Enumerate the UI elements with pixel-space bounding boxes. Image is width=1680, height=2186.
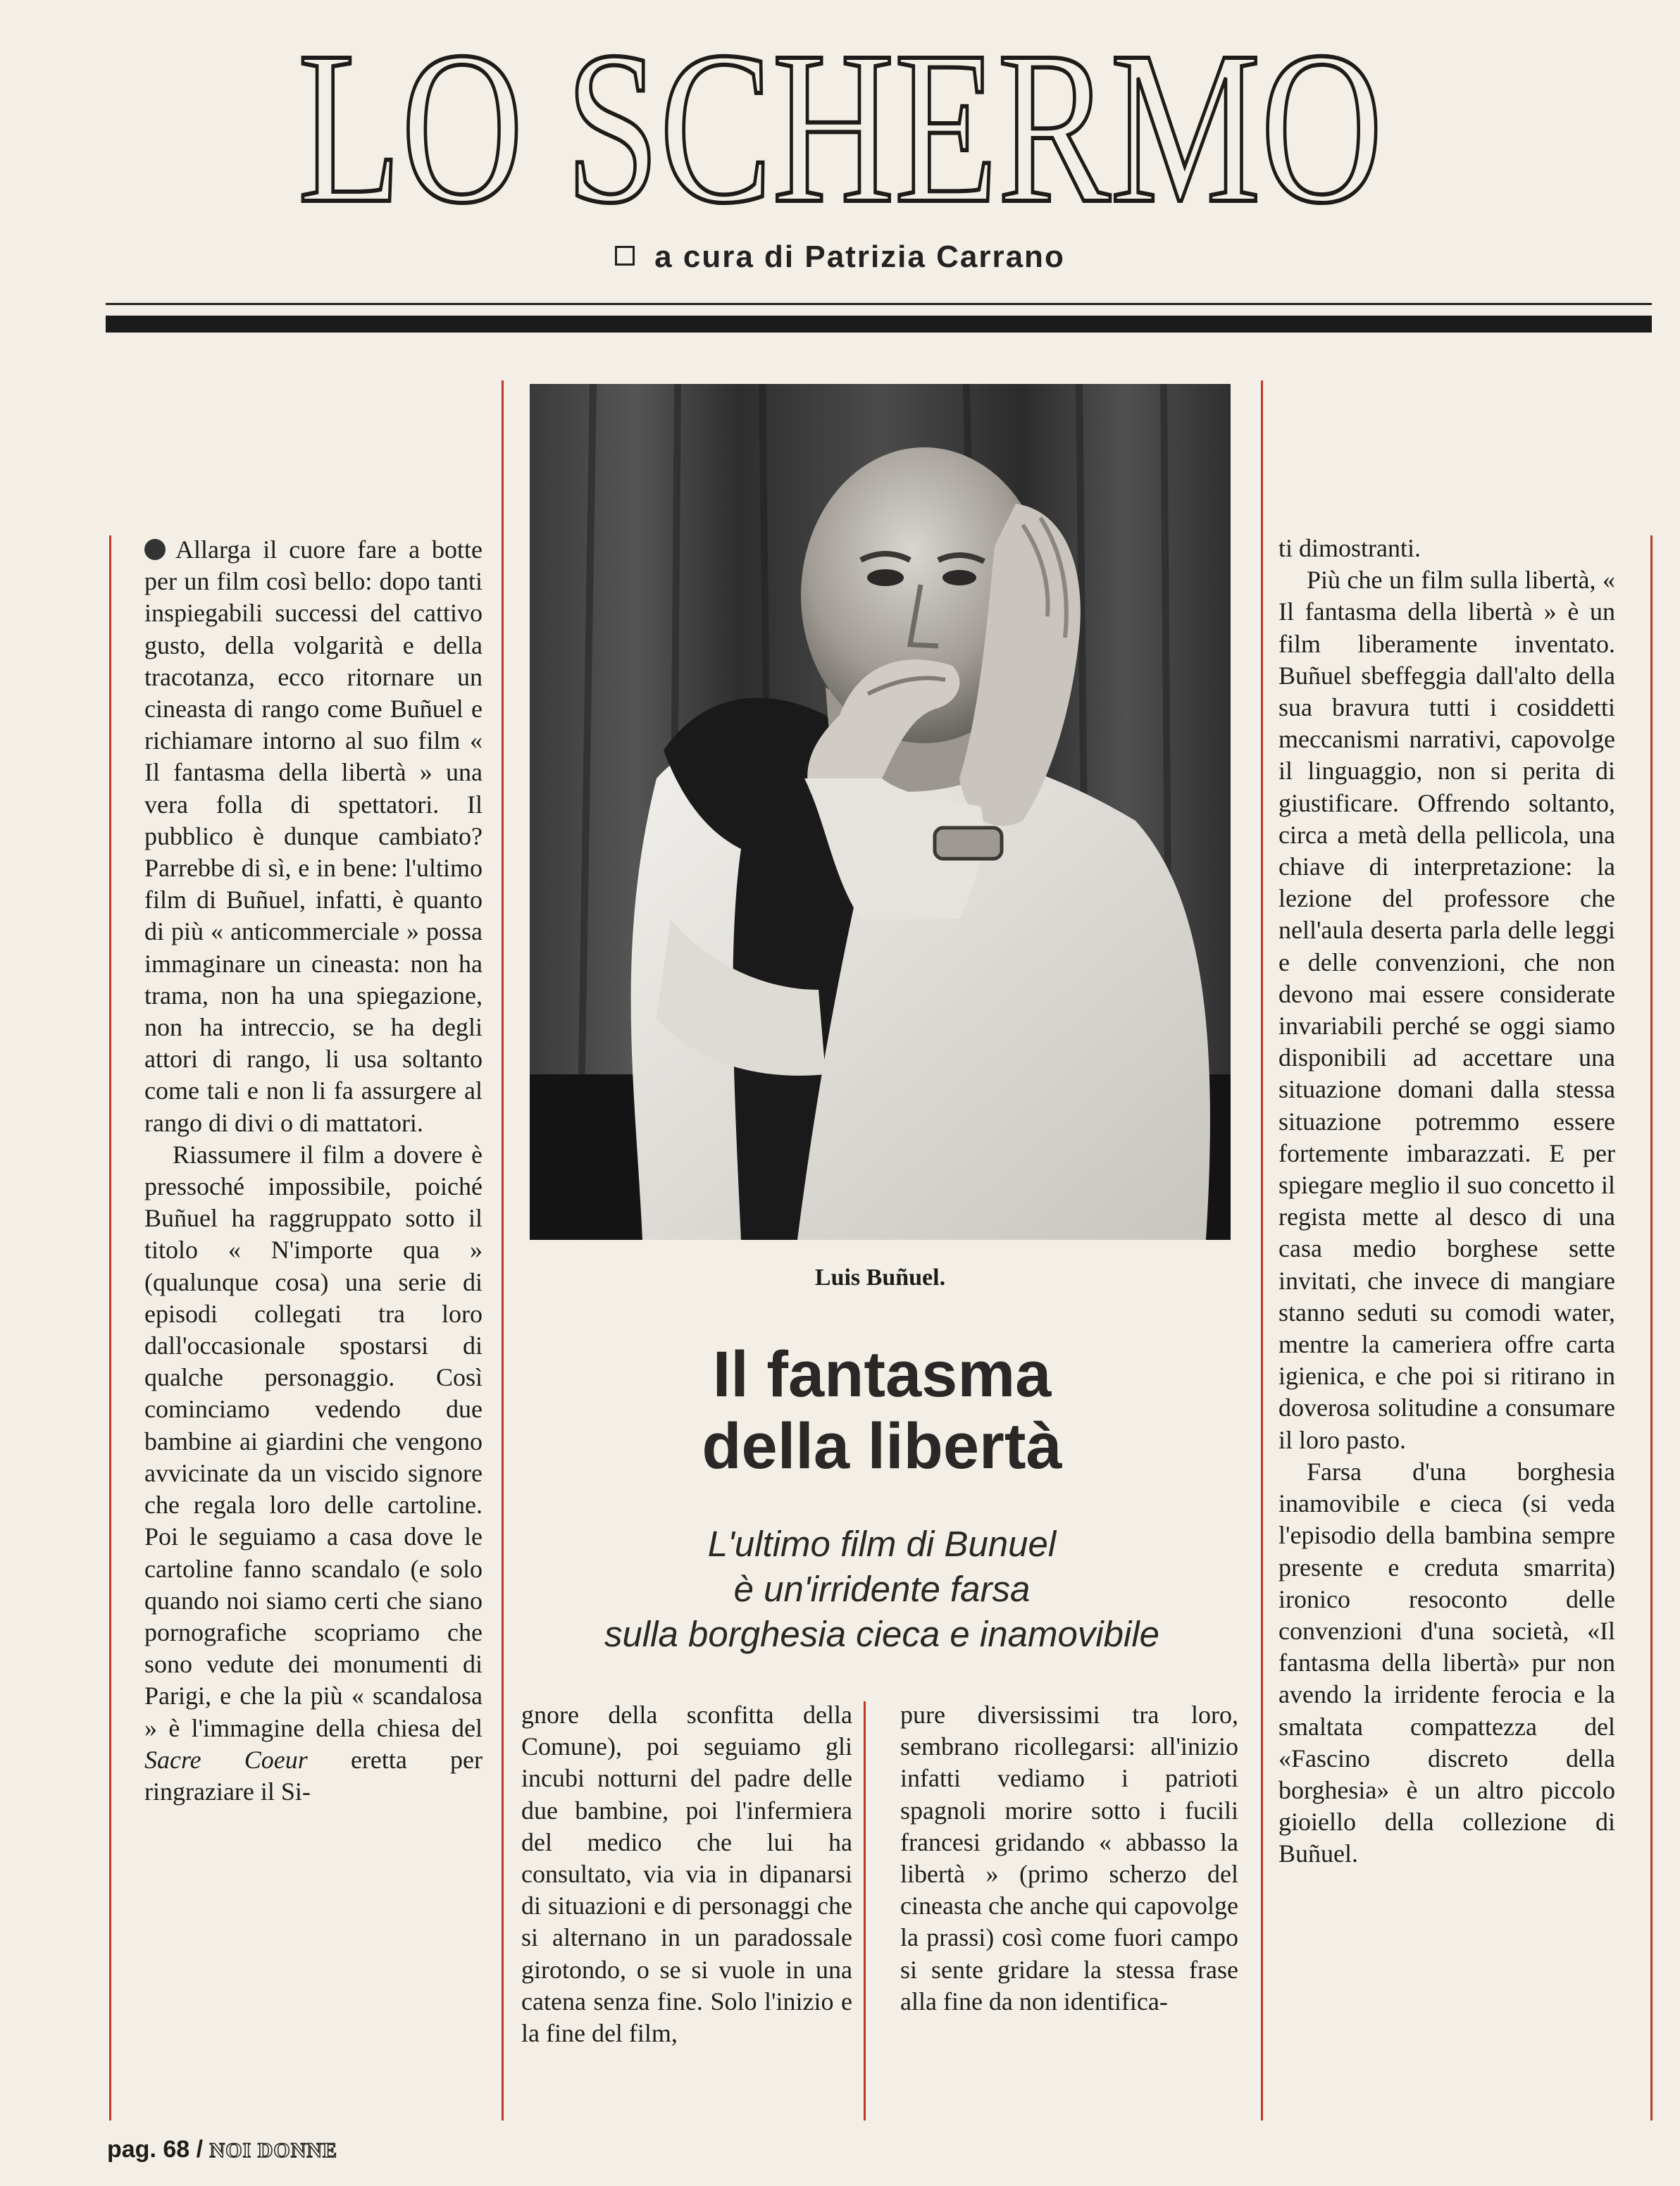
portrait-image bbox=[530, 384, 1231, 1240]
paragraph-text: Allarga il cuore fare a botte per un film così bello: dopo tanti inspiegabili successi del cattivo gusto, della volgarità e della tracotanza, ecco ritornare un cineasta di rango come Buñuel e richiamare intorno al suo film « Il fantasma della libertà » una vera folla di spettatori. Il pubblico è dunque cambiato? Parrebbe di sì, e in bene: l'ultimo film di Buñuel, infatti, è quanto di più « anticommerciale » possa immaginare un cineasta: non ha trama, non ha una spiegazione, non ha intreccio, se ha degli attori di rango, li usa soltanto come tali e non li fa assurgere al rango di divi o di mattatori. bbox=[144, 535, 483, 1137]
column-rule-1 bbox=[502, 380, 504, 2120]
article-column-4 bbox=[1278, 533, 1615, 1870]
paragraph-text: Più che un film sulla libertà, « Il fantasma della libertà » è un film liberamente inventato. Buñuel sbeffeggia dall'alto della sua bravura tutti i cosiddetti meccanismi narrativi, capovolge il linguaggio, non si perita di giustificare. Offrendo soltanto, circa a metà della pellicola, una chiave di interpretazione: la lezione del professore che nell'aula deserta parla delle leggi e delle convenzioni, che non devono mai essere considerate invariabili perché se oggi siamo disponibili ad accettare una situazione domani dalla stessa situazione potremmo essere fortemente imbarazzati. E per spiegare meglio il suo concetto il regista mette al desco di una casa medio borghese sette invitati, che invece di mangiare stanno seduti su comodi water, mentre la cameriera offre carta igienica, e che poi si ritirano in doverosa solitudine a consumare il loro pasto. bbox=[1278, 566, 1615, 1454]
article-column-2 bbox=[521, 1699, 852, 2049]
bullet-icon bbox=[144, 539, 166, 560]
magazine-name: NOI DONNE bbox=[209, 2139, 338, 2162]
article-deck bbox=[530, 1522, 1234, 1657]
column-rule-2 bbox=[864, 1701, 866, 2120]
church-name: Sacre Coeur bbox=[144, 1745, 308, 1774]
masthead-title-text: LO SCHERMO bbox=[297, 7, 1383, 249]
photo-luis-bunuel bbox=[530, 384, 1231, 1240]
byline-text: a cura di Patrizia Carrano bbox=[654, 240, 1065, 274]
paragraph-text: Farsa d'una borghesia inamovibile e cieca (si veda l'episodio della bambina sempre presente e creduta smarrita) ironico resoconto delle convenzioni d'una società, «Il fantasma della libertà» pur non avendo la irridente ferocia e la smaltata compattezza del «Fascino discreto della borghesia» è un altro piccolo gioiello della collezione di Buñuel. bbox=[1278, 1457, 1615, 1868]
header-rule-thick bbox=[106, 316, 1652, 333]
photo-caption: Luis Buñuel. bbox=[814, 1265, 946, 1291]
deck-line: sulla borghesia cieca e inamovibile bbox=[604, 1614, 1160, 1654]
headline-line: della libertà bbox=[702, 1410, 1062, 1482]
paragraph-text: Riassumere il film a dovere è pressoché impossibile, poiché Buñuel ha raggruppato sotto il titolo « N'importe qua » (qualunque cosa) una serie di episodi collegati tra loro dall'occasionale spostarsi di qualche personaggio. Così cominciamo vedendo due bambine ai giardini che vengono avvicinate da un viscido signore che regala loro delle cartoline. Poi le seguiamo a casa dove le cartoline fanno scandalo (e solo quando noi siamo certi che siano pornografiche scopriamo che sono vedute dei monumenti di Parigi, e che la più « scandalosa » è l'immagine della chiesa del bbox=[144, 1140, 483, 1742]
article-headline bbox=[530, 1339, 1234, 1482]
column-rule-left bbox=[109, 535, 111, 2120]
footer-separator: / bbox=[196, 2136, 204, 2163]
masthead bbox=[0, 7, 1680, 249]
headline-line: Il fantasma bbox=[712, 1339, 1052, 1410]
deck-line: L'ultimo film di Bunuel bbox=[707, 1524, 1057, 1564]
masthead-title bbox=[291, 7, 1390, 249]
page-number: pag. 68 bbox=[107, 2136, 190, 2163]
paragraph bbox=[144, 1139, 483, 1808]
page-footer bbox=[107, 2136, 337, 2163]
header-rule-thin bbox=[106, 303, 1652, 305]
square-icon bbox=[615, 246, 635, 266]
deck-line: è un'irridente farsa bbox=[733, 1569, 1031, 1609]
column-rule-3 bbox=[1261, 380, 1263, 2120]
paragraph-text: ti dimostranti. bbox=[1278, 534, 1421, 562]
paragraph bbox=[144, 534, 483, 1139]
article-column-1 bbox=[144, 534, 483, 1808]
byline bbox=[0, 240, 1680, 275]
paragraph-text: eretta per ringraziare il Si- bbox=[144, 1745, 483, 1806]
paragraph-text: pure diversissimi tra loro, sembrano ricollegarsi: all'inizio infatti vediamo i patrioti spagnoli morire sotto i fucili francesi gridando « abbasso la libertà » (primo scherzo del cineasta che anche qui capovolge la prassi) così come fuori campo si sente gridare la stessa frase alla fine da non identifica- bbox=[900, 1701, 1238, 2016]
paragraph-text: gnore della sconfitta della Comune), poi seguiamo gli incubi notturni del padre delle due bambine, poi l'infermiera del medico che lui ha consultato, via via in dipanarsi di situazioni e di personaggi che si alternano in un paradossale girotondo, o se si vuole in una catena senza fine. Solo l'inizio e la fine del film, bbox=[521, 1701, 852, 2048]
article-column-3 bbox=[900, 1699, 1238, 2018]
column-rule-right bbox=[1650, 535, 1653, 2120]
